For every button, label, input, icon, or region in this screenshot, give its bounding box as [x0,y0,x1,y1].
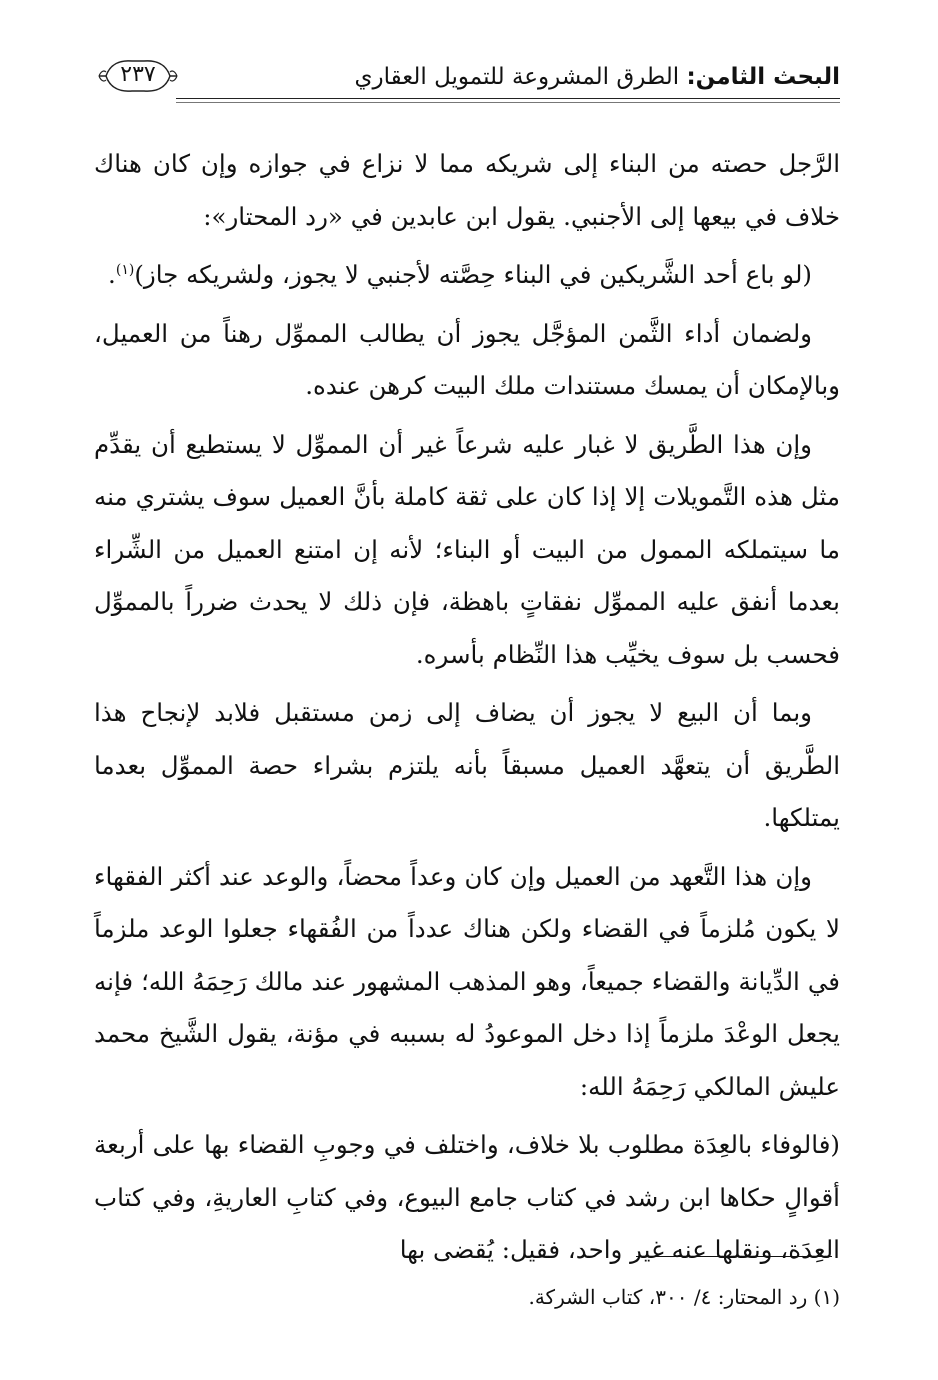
header-divider-secondary [176,102,840,103]
quote-end: . [108,260,116,289]
paragraph-4-text: وإن هذا الطَّريق لا غبار عليه شرعاً غير أن المموِّل لا يستطيع أن يقدِّم مثل هذه التَّمويلات إلا إذا كان على ثقة كاملة بأنَّ العميل سوف يشتري منه ما سيتملكه الممول من البيت أو البناء؛ لأنه إن امتنع العميل من الشِّراء بعدما أنفق عليه المموِّل نفقاتٍ باهظة، فإن ذلك لا يحدث ضرراً بالمموِّل فحسب بل سوف يخيِّب هذا النِّظام بأسره. [94,429,840,669]
paragraph-5 [94,687,840,845]
paragraph-7-quote [94,1119,840,1277]
paragraph-3 [94,308,840,413]
paragraph-4 [94,419,840,682]
paragraph-2-quote [94,249,840,302]
header-title [355,64,840,90]
footnote: (١) رد المحتار: ٤/ ٣٠٠، كتاب الشركة. [528,1285,840,1309]
page-number: ٢٣٧ [120,62,156,87]
quote-text: (لو باع أحد الشَّريكين في البناء حِصَّته لأجنبي لا يجوز، ولشريكه جاز) [134,260,812,289]
paragraph-1: الرَّجل حصته من البناء إلى شريكه مما لا نزاع في جوازه وإن كان هناك خلاف في بيعها إلى الأجنبي. يقول ابن عابدين في «رد المحتار»: [94,149,840,231]
paragraph-3-text: ولضمان أداء الثَّمن المؤجَّل يجوز أن يطالب المموِّل رهناً من العميل، وبالإمكان أن يمسك مستندات ملك البيت كرهن عنده. [94,318,840,400]
header-section-label: البحث الثامن: [686,64,840,90]
paragraph-7-text: (فالوفاء بالعِدَة مطلوب بلا خلاف، واختلف في وجوبِ القضاء بها على أربعة أقوالٍ حكاها ابن رشد في كتاب جامع البيوع، وفي كتابِ العاريةِ، وفي كتاب العِدَة، ونقلها عنه غير واحد، فقيل: يُقضى بها [94,1130,840,1264]
header-divider [176,98,840,99]
paragraph-6-text: وإن هذا التَّعهد من العميل وإن كان وعداً محضاً، والوعد عند أكثر الفقهاء لا يكون مُلزماً في القضاء ولكن هناك عدداً من الفُقهاء جعلوا الوعد ملزماً في الدِّيانة والقضاء جميعاً، وهو المذهب المشهور عند مالك رَحِمَهُ الله؛ فإنه يجعل الوعْدَ ملزماً إذا دخل الموعودُ له بسببه في مؤنة، يقول الشَّيخ محمد عليش المالكي رَحِمَهُ الله: [94,861,840,1101]
page-number-frame [96,56,180,96]
main-text [94,138,840,1277]
paragraph-5-text: وبما أن البيع لا يجوز أن يضاف إلى زمن مستقبل فلابد لإنجاح هذا الطَّريق أن يتعهَّد العميل مسبقاً بأنه يلتزم بشراء حصة المموِّل بعدما يمتلكها. [94,698,840,832]
footnote-divider [636,1256,832,1257]
running-header [96,56,840,104]
header-chapter-title: الطرق المشروعة للتمويل العقاري [354,64,680,90]
footnote-ref: (١) [115,261,135,278]
paragraph-6 [94,851,840,1114]
